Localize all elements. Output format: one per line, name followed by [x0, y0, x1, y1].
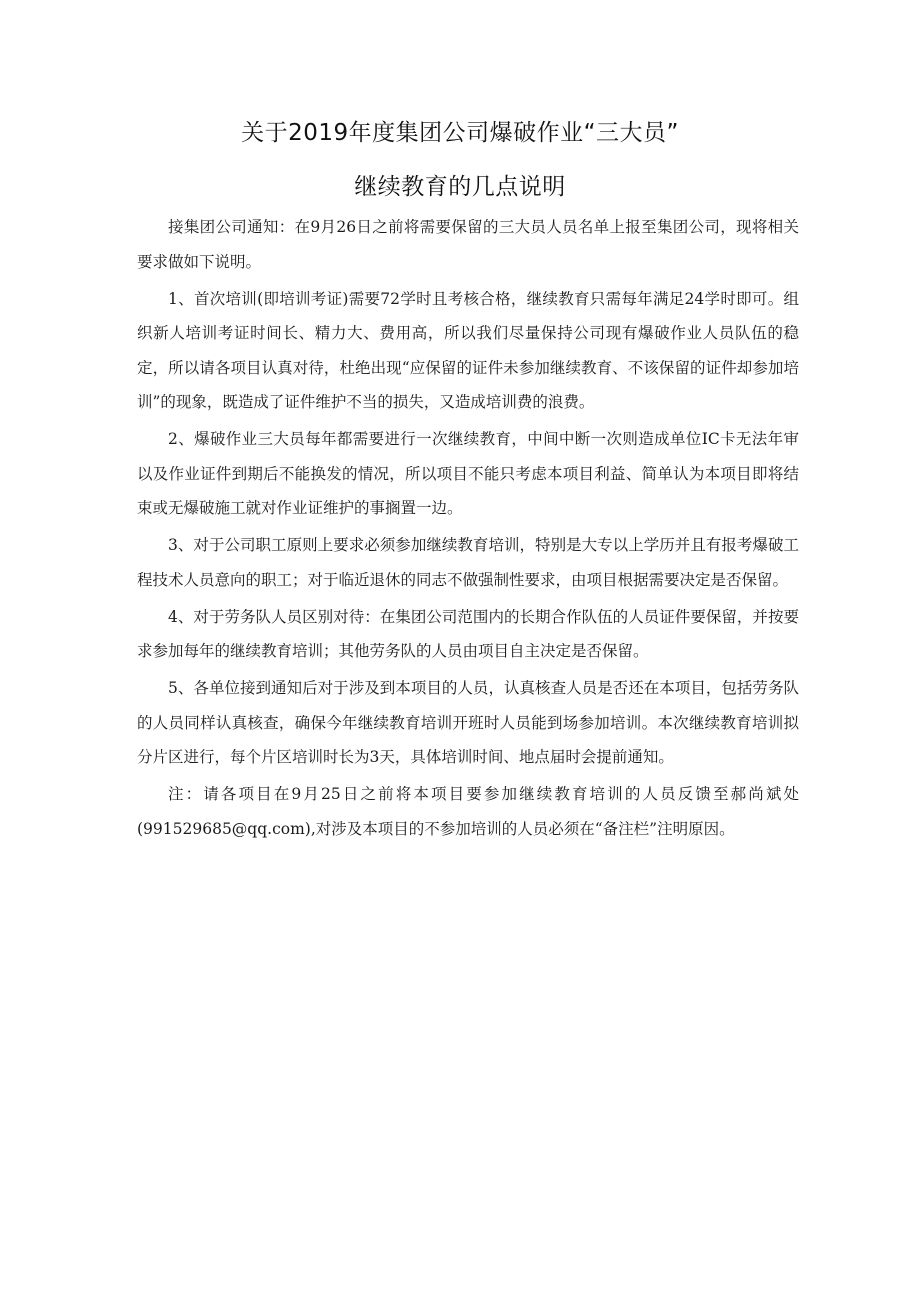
- note-paragraph: 注：请各项目在9月25日之前将本项目要参加继续教育培训的人员反馈至郝尚斌处(991529685@qq.com),对涉及本项目的不参加培训的人员必须在“备注栏”注明原因。: [137, 785, 799, 838]
- item-1-paragraph: 1、首次培训(即培训考证)需要72学时且考核合格，继续教育只需每年满足24学时即可。组织新人培训考证时间长、精力大、费用高，所以我们尽量保持公司现有爆破作业人员队伍的稳定，所以请各项目认真对待，杜绝出现“应保留的证件未参加继续教育、不该保留的证件却参加培训”的现象，既造成了证件维护不当的损失，又造成培训费的浪费。: [137, 289, 799, 411]
- document-body: [137, 210, 799, 849]
- item-3-paragraph: 3、对于公司职工原则上要求必须参加继续教育培训，特别是大专以上学历并且有报考爆破工程技术人员意向的职工；对于临近退休的同志不做强制性要求，由项目根据需要决定是否保留。: [137, 536, 799, 589]
- item-5-paragraph: 5、各单位接到通知后对于涉及到本项目的人员，认真核查人员是否还在本项目，包括劳务队的人员同样认真核查，确保今年继续教育培训开班时人员能到场参加培训。本次继续教育培训拟分片区进行，每个片区培训时长为3天，具体培训时间、地点届时会提前通知。: [137, 679, 799, 766]
- item-2-paragraph: 2、爆破作业三大员每年都需要进行一次继续教育，中间中断一次则造成单位IC卡无法年审以及作业证件到期后不能换发的情况，所以项目不能只考虑本项目利益、简单认为本项目即将结束或无爆破施工就对作业证维护的事搁置一边。: [137, 430, 799, 517]
- item-4-paragraph: 4、对于劳务队人员区别对待：在集团公司范围内的长期合作队伍的人员证件要保留，并按要求参加每年的继续教育培训；其他劳务队的人员由项目自主决定是否保留。: [137, 607, 799, 660]
- document-title-line-1: 关于2019年度集团公司爆破作业“三大员”: [241, 120, 679, 146]
- intro-paragraph: 接集团公司通知：在9月26日之前将需要保留的三大员人员名单上报至集团公司，现将相关要求做如下说明。: [137, 218, 799, 271]
- document-title-line-2: 继续教育的几点说明: [354, 174, 566, 200]
